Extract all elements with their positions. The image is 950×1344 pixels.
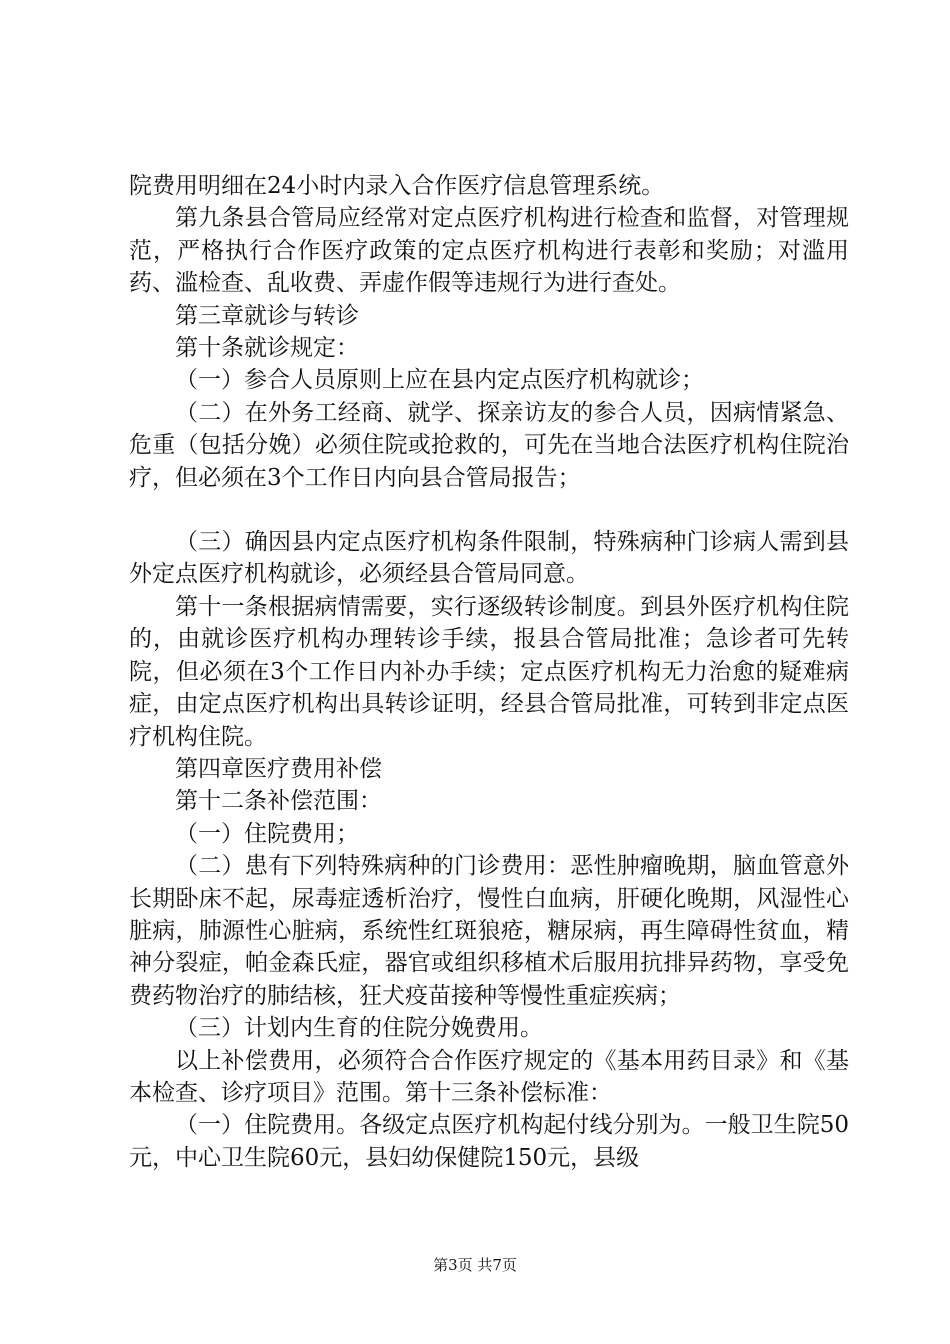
paragraph-continuation: 院费用明细在24小时内录入合作医疗信息管理系统。: [129, 173, 665, 199]
paragraph-gap: [129, 494, 849, 526]
paragraph-article-10-item-3: （三）确因县内定点医疗机构条件限制，特殊病种门诊病人需到县外定点医疗机构就诊，必须经县合管局同意。: [129, 529, 849, 588]
paragraph-article-10-item-2: （二）在外务工经商、就学、探亲访友的参合人员，因病情紧急、危重（包括分娩）必须住院或抢救的，可先在当地合法医疗机构住院治疗，但必须在3个工作日内向县合管局报告；: [129, 399, 849, 491]
chapter-heading-4: 第四章医疗费用补偿: [175, 755, 382, 782]
paragraph-article-12-item-3: （三）计划内生育的住院分娩费用。: [175, 1015, 543, 1042]
paragraph-article-12: 第十二条补偿范围：: [175, 788, 382, 815]
paragraph-compensation-scope: 以上补偿费用，必须符合合作医疗规定的《基本用药目录》和《基本检查、诊疗项目》范围。第十三条补偿标准：: [129, 1047, 849, 1106]
paragraph-article-10: 第十条就诊规定：: [175, 335, 359, 362]
document-body: [129, 170, 849, 1174]
paragraph-article-12-item-2: （二）患有下列特殊病种的门诊费用：恶性肿瘤晚期，脑血管意外长期卧床不起，尿毒症透析治疗，慢性白血病，肝硬化晚期，风湿性心脏病，肺源性心脏病，系统性红斑狼疮，糖尿病，再生障碍性贫血，精神分裂症，帕金森氏症，器官或组织移植术后服用抗排异药物，享受免费药物治疗的肺结核，狂犬疫苗接种等慢性重症疾病；: [129, 853, 849, 1009]
paragraph-article-12-item-1: （一）住院费用；: [175, 820, 359, 847]
paragraph-article-9: 第九条县合管局应经常对定点医疗机构进行检查和监督，对管理规范，严格执行合作医疗政策的定点医疗机构进行表彰和奖励；对滥用药、滥检查、乱收费、弄虚作假等违规行为进行查处。: [129, 205, 849, 297]
paragraph-article-10-item-1: （一）参合人员原则上应在县内定点医疗机构就诊；: [175, 367, 704, 394]
page-number-footer: 第3页 共7页: [433, 1256, 517, 1274]
paragraph-article-11: 第十一条根据病情需要，实行逐级转诊制度。到县外医疗机构住院的，由就诊医疗机构办理转诊手续，报县合管局批准；急诊者可先转院，但必须在3个工作日内补办手续；定点医疗机构无力治愈的疑难病症，由定点医疗机构出具转诊证明，经县合管局批准，可转到非定点医疗机构住院。: [129, 593, 849, 750]
chapter-heading-3: 第三章就诊与转诊: [175, 302, 359, 329]
paragraph-article-13-item-1: （一）住院费用。各级定点医疗机构起付线分别为。一般卫生院50元，中心卫生院60元，县妇幼保健院150元，县级: [129, 1112, 849, 1171]
